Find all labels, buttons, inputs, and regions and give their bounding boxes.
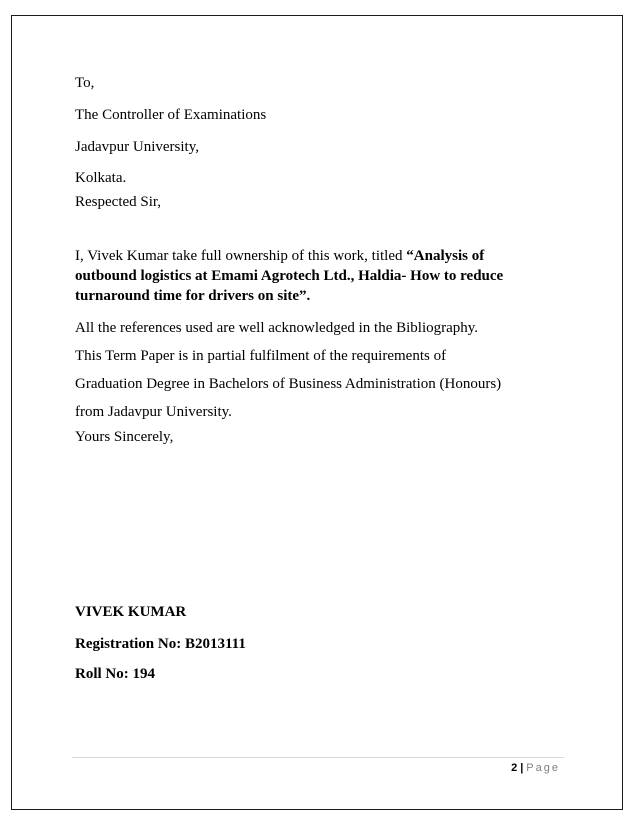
declaration-line-1 [75, 246, 567, 266]
page-label: Page [526, 762, 560, 774]
page-number: 2 [511, 762, 518, 774]
page-footer [511, 760, 560, 776]
purpose-line-1: This Term Paper is in partial fulfilment of the requirements of [75, 348, 447, 364]
footer-divider [72, 757, 564, 758]
roll-number: Roll No: 194 [75, 666, 155, 682]
purpose-line-3: from Jadavpur University. [75, 404, 232, 420]
recipient-city: Kolkata. [75, 170, 127, 186]
work-title-middle: outbound logistics at Emami Agrotech Ltd., Haldia- How to reduce [75, 268, 504, 284]
purpose-line-2: Graduation Degree in Bachelors of Business Administration (Honours) [75, 376, 502, 392]
footer-separator: | [520, 762, 524, 774]
salutation-to: To, [75, 75, 95, 91]
references-statement: All the references used are well acknowledged in the Bibliography. [75, 320, 479, 336]
work-title-end: turnaround time for drivers on site”. [75, 288, 311, 304]
registration-number: Registration No: B2013111 [75, 636, 246, 652]
declaration-paragraph [75, 246, 567, 306]
declaration-intro: I, Vivek Kumar take full ownership of this work, titled [75, 248, 407, 264]
signatory-name: VIVEK KUMAR [75, 604, 187, 620]
work-title-start: “Analysis of [406, 248, 485, 264]
recipient-org: Jadavpur University, [75, 139, 199, 155]
greeting: Respected Sir, [75, 194, 162, 210]
recipient-title: The Controller of Examinations [75, 107, 267, 123]
closing: Yours Sincerely, [75, 429, 174, 445]
